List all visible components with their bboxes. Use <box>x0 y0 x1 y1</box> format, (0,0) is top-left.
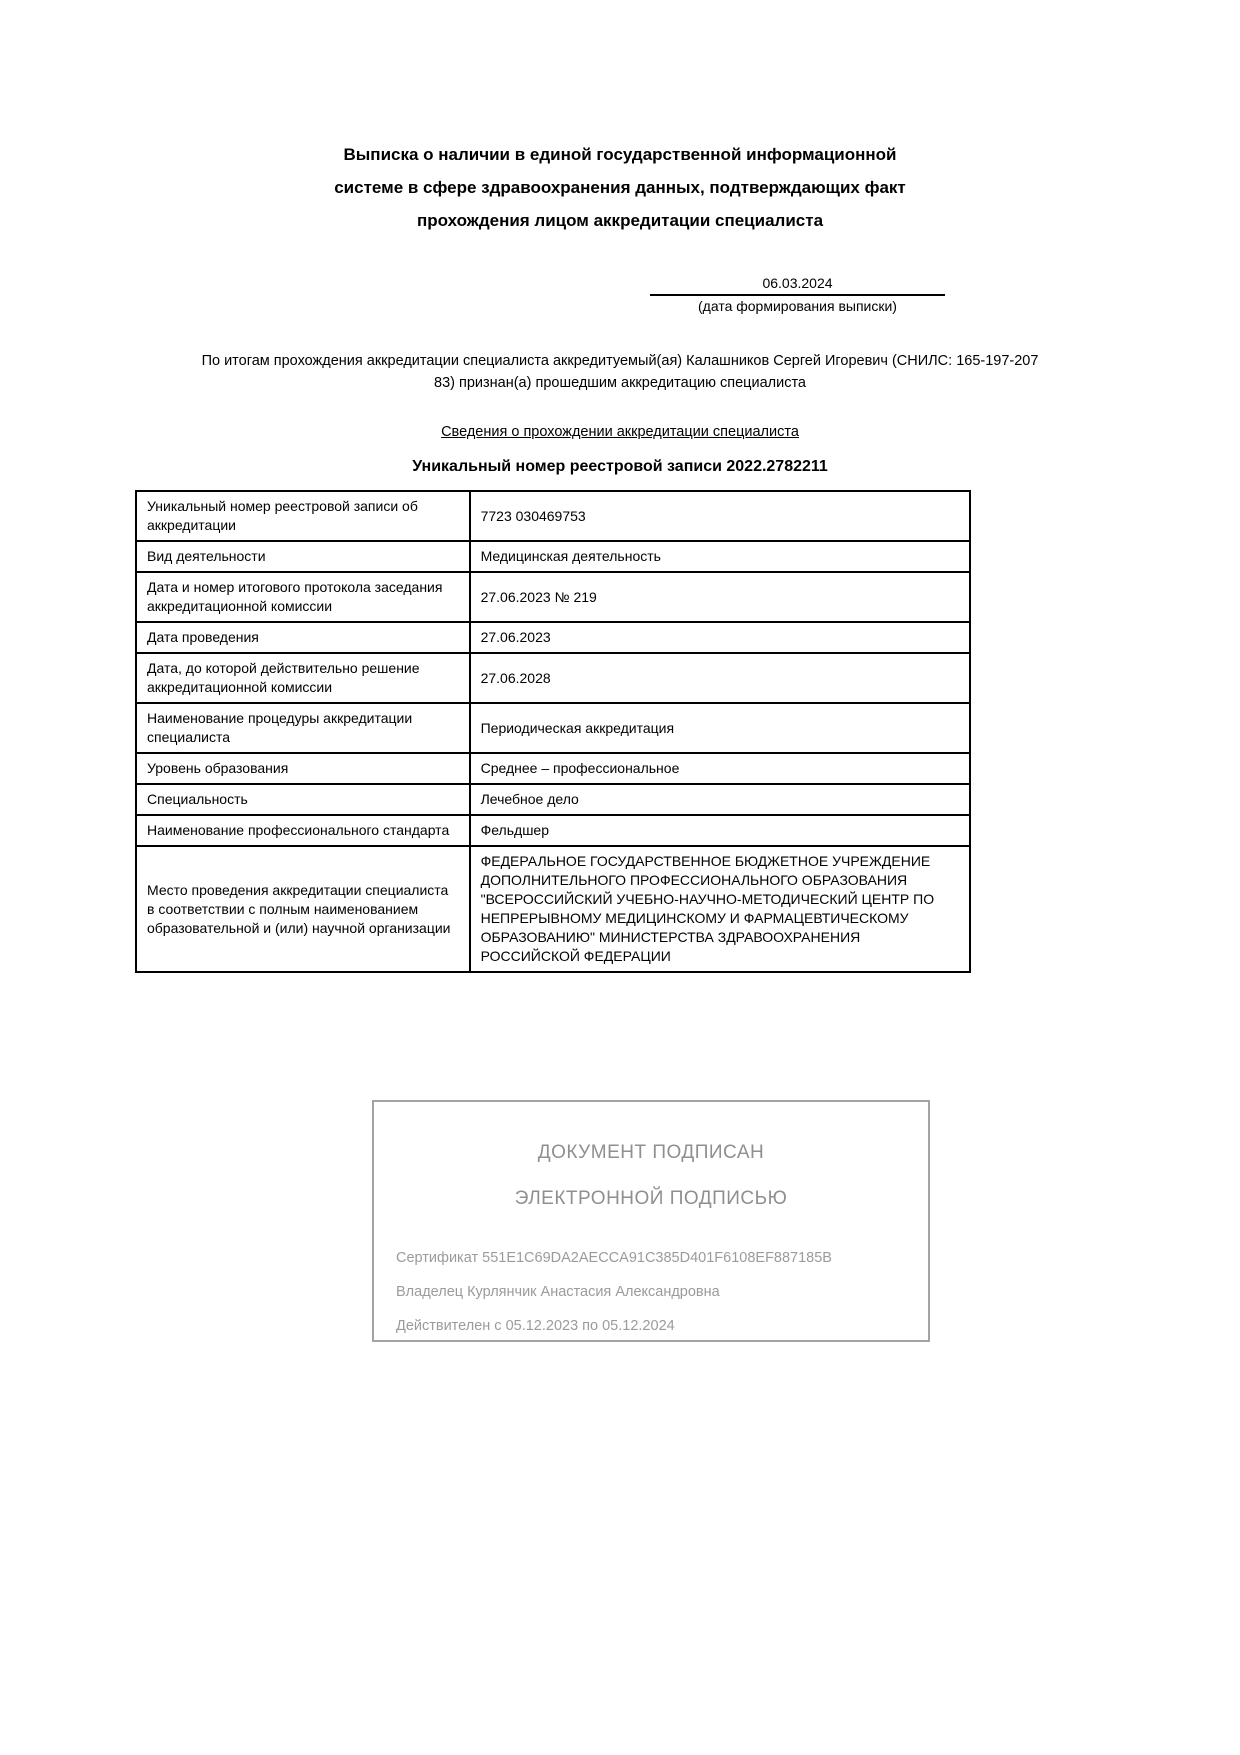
extract-date-value: 06.03.2024 <box>650 275 945 296</box>
row-label: Вид деятельности <box>136 541 470 572</box>
signature-stamp-title <box>396 1130 906 1222</box>
document-title-line: системе в сфере здравоохранения данных, подтверждающих факт <box>334 178 906 197</box>
row-label: Дата, до которой действительно решение аккредитационной комиссии <box>136 653 470 703</box>
table-row <box>136 541 970 572</box>
signature-details <box>396 1250 906 1334</box>
signature-title-line: ЭЛЕКТРОННОЙ ПОДПИСЬЮ <box>514 1188 788 1209</box>
table-row <box>136 572 970 622</box>
row-label: Наименование профессионального стандарта <box>136 815 470 846</box>
row-label: Дата и номер итогового протокола заседания аккредитационной комиссии <box>136 572 470 622</box>
document-title <box>0 138 1240 237</box>
document-title-line: прохождения лицом аккредитации специалиста <box>416 211 824 230</box>
table-row <box>136 491 970 541</box>
row-label: Наименование процедуры аккредитации специалиста <box>136 703 470 753</box>
accreditation-table <box>135 490 971 973</box>
table-row <box>136 653 970 703</box>
row-label: Дата проведения <box>136 622 470 653</box>
row-label: Уровень образования <box>136 753 470 784</box>
table-row <box>136 784 970 815</box>
row-label: Специальность <box>136 784 470 815</box>
row-value: Медицинская деятельность <box>470 541 970 572</box>
row-value: Среднее – профессиональное <box>470 753 970 784</box>
extract-date-block <box>650 275 945 314</box>
row-value: 27.06.2023 № 219 <box>470 572 970 622</box>
row-label: Место проведения аккредитации специалиста в соответствии с полным наименованием образовательной и (или) научной организации <box>136 846 470 972</box>
extract-date-caption: (дата формирования выписки) <box>698 298 897 314</box>
row-value: 27.06.2028 <box>470 653 970 703</box>
row-value: 27.06.2023 <box>470 622 970 653</box>
signature-certificate: Сертификат 551E1C69DA2AECCA91C385D401F6108EF887185B <box>396 1250 832 1266</box>
row-value: ФЕДЕРАЛЬНОЕ ГОСУДАРСТВЕННОЕ БЮДЖЕТНОЕ УЧРЕЖДЕНИЕ ДОПОЛНИТЕЛЬНОГО ПРОФЕССИОНАЛЬНОГО ОБРАЗОВАНИЯ "ВСЕРОССИЙСКИЙ УЧЕБНО-НАУЧНО-МЕТОДИЧЕСКИЙ ЦЕНТР ПО НЕПРЕРЫВНОМУ МЕДИЦИНСКОМУ И ФАРМАЦЕВТИЧЕСКОМУ ОБРАЗОВАНИЮ" МИНИСТЕРСТВА ЗДРАВООХРАНЕНИЯ РОССИЙСКОЙ ФЕДЕРАЦИИ <box>470 846 970 972</box>
intro-paragraph: По итогам прохождения аккредитации специалиста аккредитуемый(ая) Калашников Сергей Игоревич (СНИЛС: 165-197-207 83) признан(а) прошедшим аккредитацию специалиста <box>201 353 1039 391</box>
registry-number-heading: Уникальный номер реестровой записи 2022.2782211 <box>412 458 828 475</box>
signature-validity: Действителен с 05.12.2023 по 05.12.2024 <box>396 1318 675 1334</box>
section-heading: Сведения о прохождении аккредитации специалиста <box>441 424 799 440</box>
table-row <box>136 815 970 846</box>
row-value: Фельдшер <box>470 815 970 846</box>
signature-title-line: ДОКУМЕНТ ПОДПИСАН <box>537 1142 765 1163</box>
row-value: Лечебное дело <box>470 784 970 815</box>
table-row <box>136 753 970 784</box>
table-row <box>136 622 970 653</box>
row-value: 7723 030469753 <box>470 491 970 541</box>
signature-owner: Владелец Курлянчик Анастасия Александровна <box>396 1284 720 1300</box>
row-value: Периодическая аккредитация <box>470 703 970 753</box>
digital-signature-stamp <box>372 1100 930 1342</box>
document-title-line: Выписка о наличии в единой государственной информационной <box>343 145 897 164</box>
table-row <box>136 703 970 753</box>
table-row <box>136 846 970 972</box>
row-label: Уникальный номер реестровой записи об аккредитации <box>136 491 470 541</box>
